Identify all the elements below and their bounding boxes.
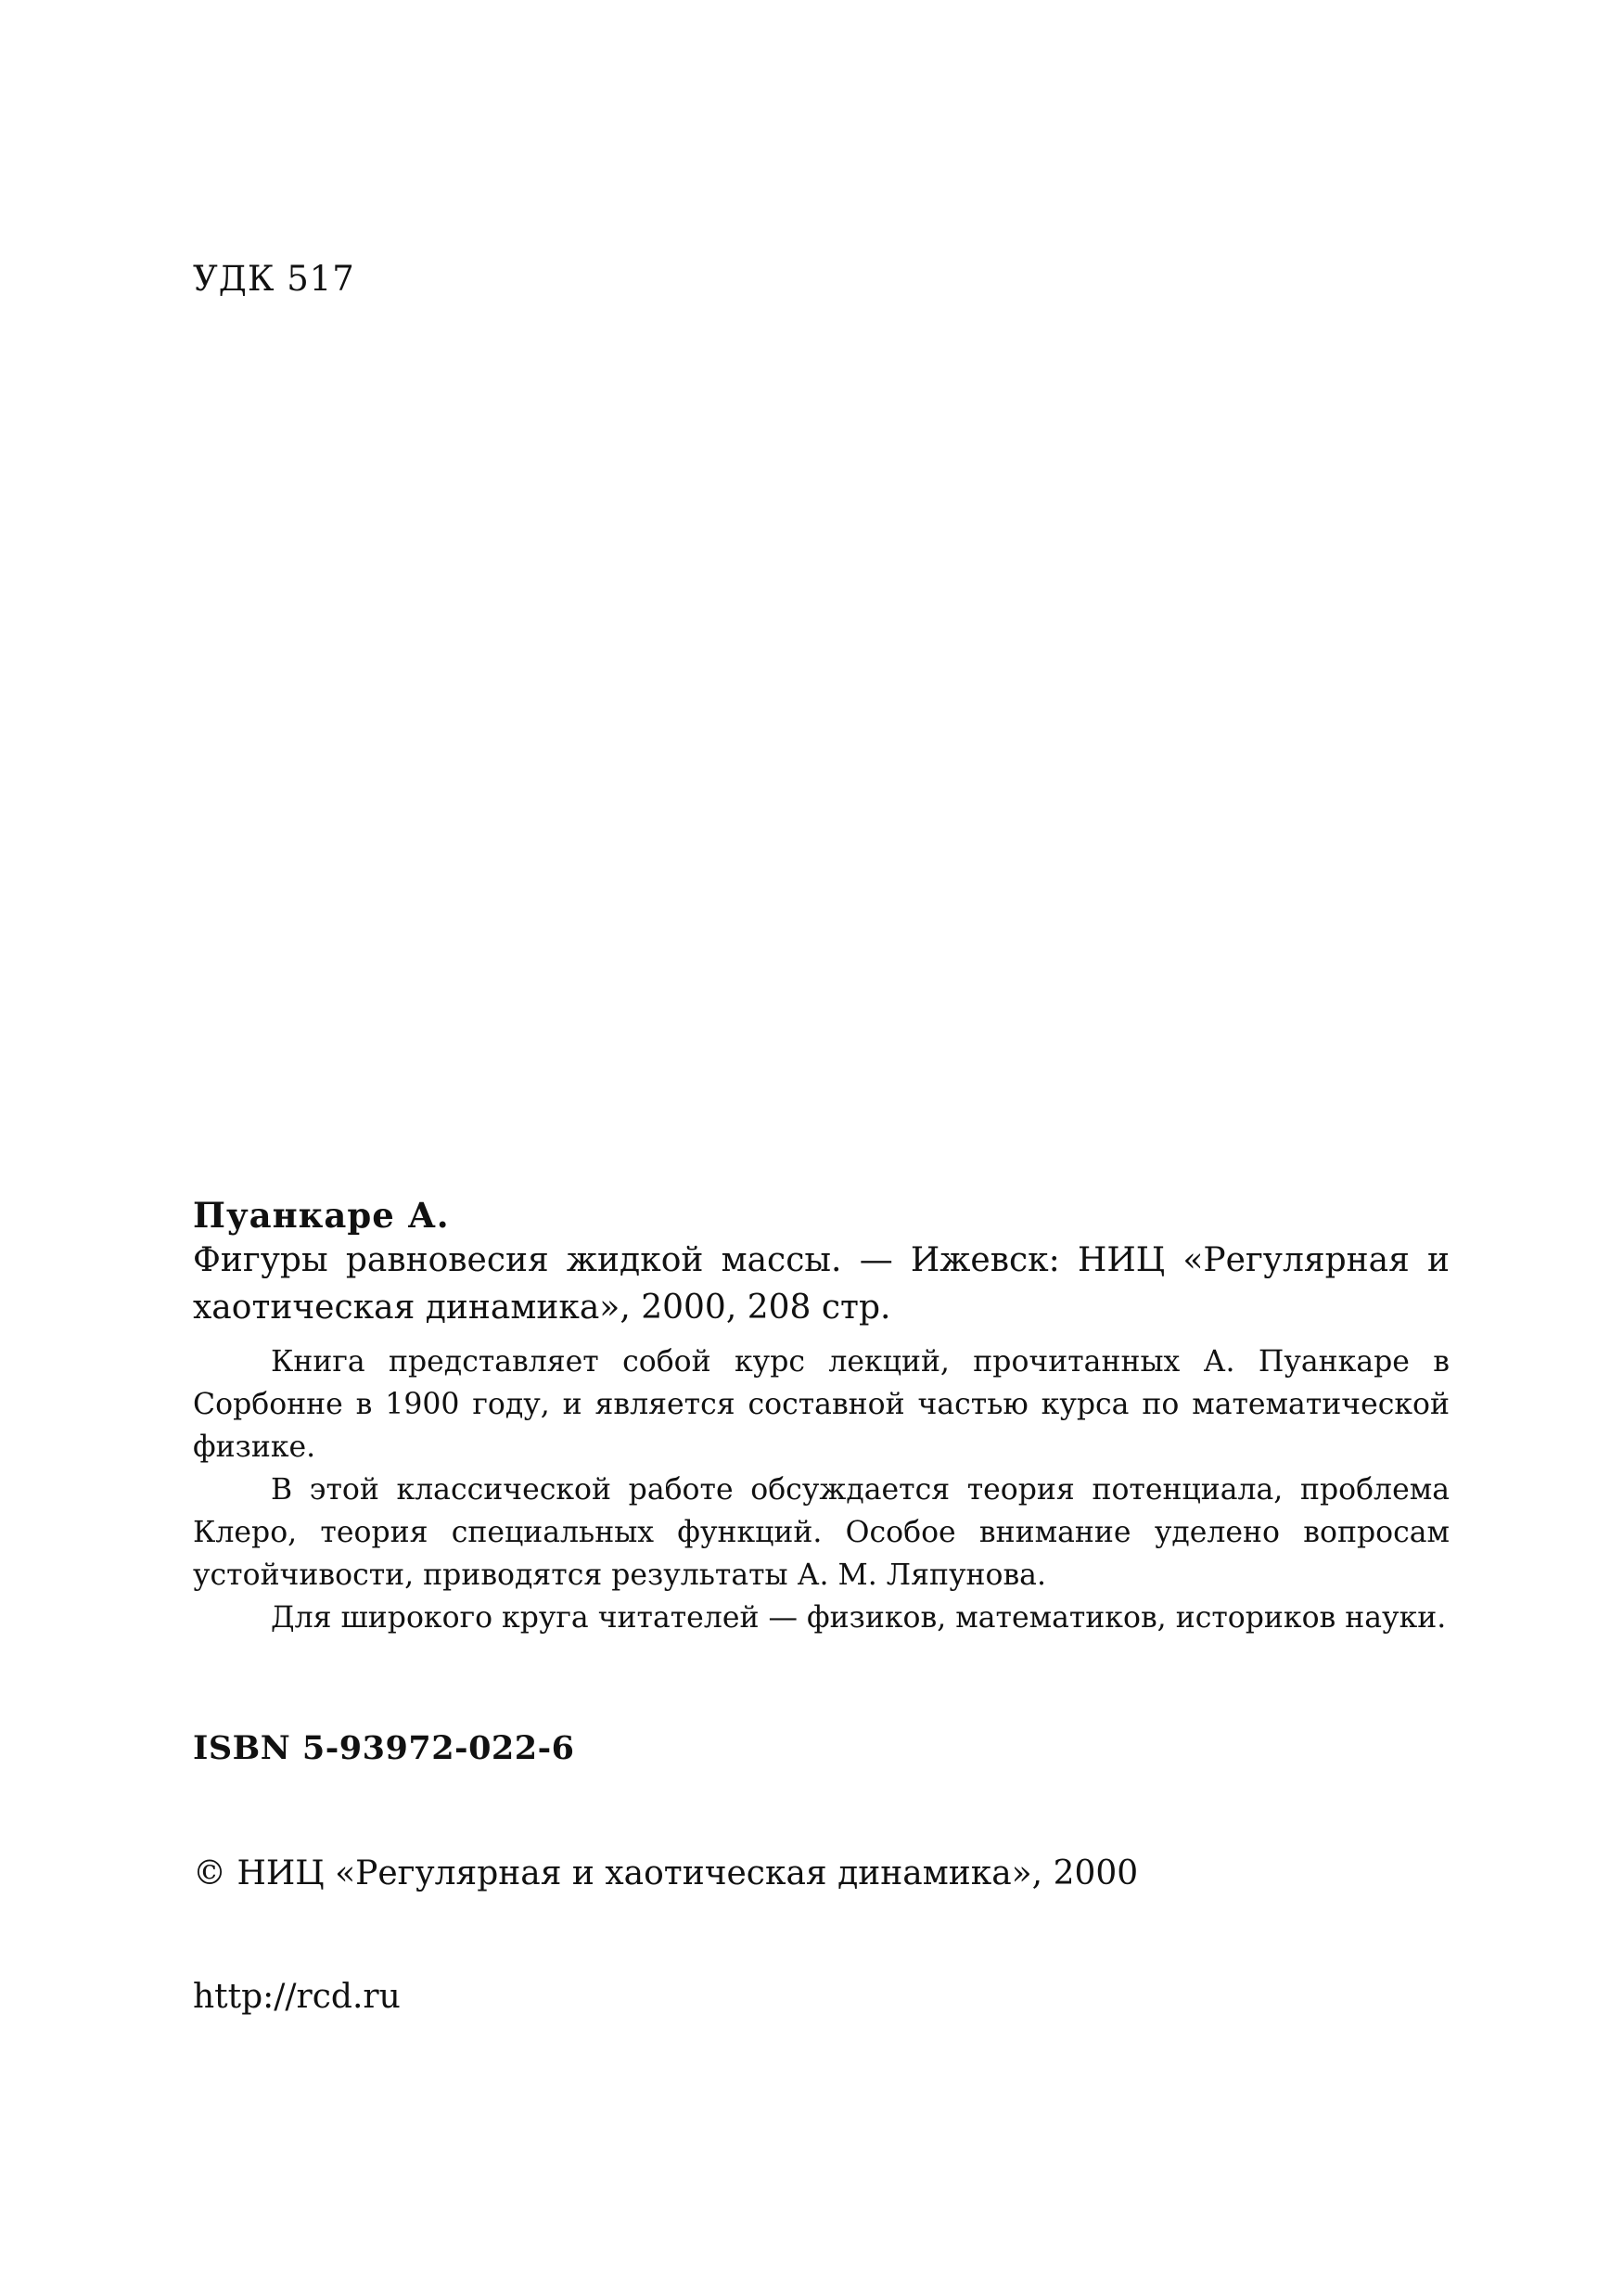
- copyright-notice: © НИЦ «Регулярная и хаотическая динамика», 2000: [193, 1854, 1139, 1892]
- publisher-url[interactable]: http://rcd.ru: [193, 1978, 401, 2016]
- abstract-paragraph: Для широкого круга читателей — физиков, математиков, историков науки.: [271, 1601, 1447, 1635]
- bibliographic-citation: Фигуры равновесия жидкой массы. — Ижевск: НИЦ «Регулярная и хаотическая динамика», 2000, 208 стр.: [193, 1241, 1450, 1327]
- isbn: ISBN 5-93972-022-6: [193, 1729, 575, 1767]
- abstract: [193, 1340, 1450, 1639]
- udk-code: УДК 517: [193, 259, 355, 299]
- abstract-paragraph: В этой классической работе обсуждается теория потенциала, проблема Клеро, теория специальных функций. Особое внимание уделено вопросам устойчивости, приводятся результаты А. М. Ляпунова.: [193, 1473, 1450, 1592]
- author-name: Пуанкаре А.: [193, 1195, 450, 1236]
- abstract-paragraph: Книга представляет собой курс лекций, прочитанных А. Пуанкаре в Сорбонне в 1900 году, и является составной частью курса по математической физике.: [193, 1345, 1450, 1464]
